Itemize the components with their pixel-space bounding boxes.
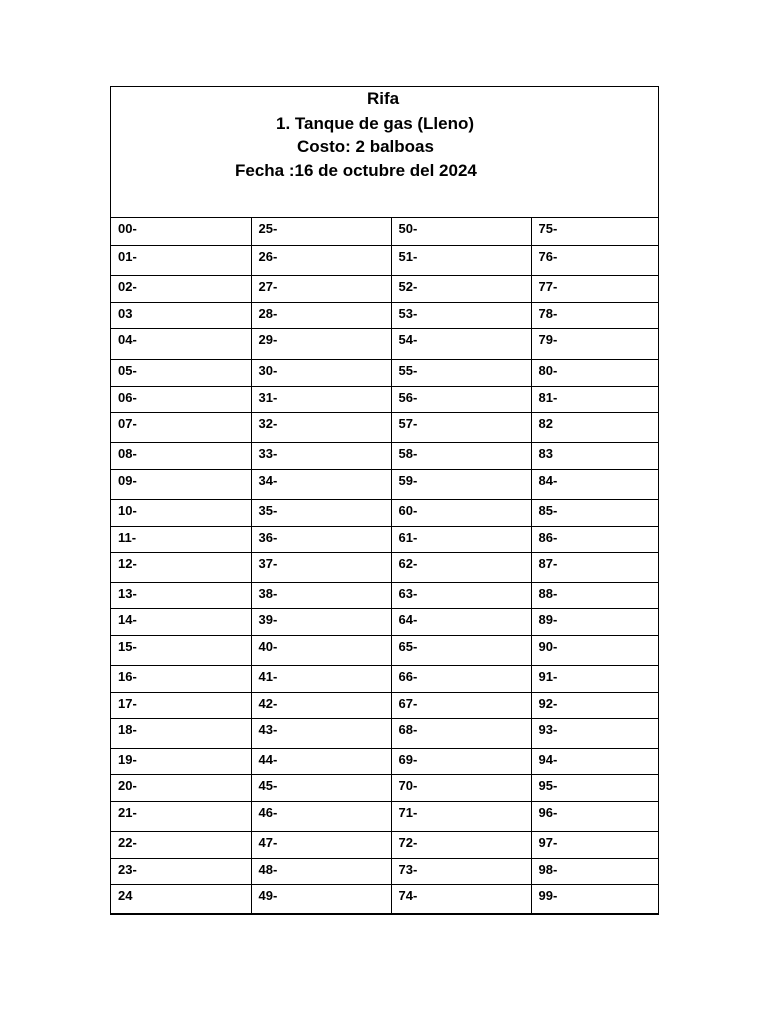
raffle-number-cell: 76- [531, 245, 658, 275]
raffle-number-cell: 00- [111, 218, 251, 245]
raffle-number-cell: 77- [531, 275, 658, 302]
table-row [111, 718, 658, 748]
raffle-number-cell: 72- [391, 831, 531, 858]
raffle-number-cell: 18- [111, 718, 251, 748]
raffle-number-cell: 36- [251, 526, 391, 552]
raffle-number-cell: 98- [531, 858, 658, 884]
table-row [111, 858, 658, 884]
table-row [111, 412, 658, 442]
raffle-number-cell: 09- [111, 469, 251, 499]
raffle-header [111, 87, 658, 218]
raffle-number-cell: 14- [111, 608, 251, 635]
raffle-number-cell: 99- [531, 884, 658, 913]
raffle-number-cell: 20- [111, 774, 251, 801]
raffle-number-cell: 30- [251, 359, 391, 386]
raffle-number-cell: 70- [391, 774, 531, 801]
raffle-number-cell: 45- [251, 774, 391, 801]
raffle-number-cell: 62- [391, 552, 531, 582]
raffle-number-cell: 50- [391, 218, 531, 245]
table-row [111, 552, 658, 582]
table-row [111, 801, 658, 831]
raffle-number-cell: 81- [531, 386, 658, 412]
raffle-number-cell: 25- [251, 218, 391, 245]
raffle-number-cell: 47- [251, 831, 391, 858]
raffle-number-cell: 90- [531, 635, 658, 665]
raffle-number-cell: 12- [111, 552, 251, 582]
table-row [111, 302, 658, 328]
raffle-number-cell: 53- [391, 302, 531, 328]
raffle-number-cell: 29- [251, 328, 391, 359]
table-row [111, 582, 658, 608]
raffle-number-cell: 03 [111, 302, 251, 328]
raffle-number-cell: 89- [531, 608, 658, 635]
raffle-number-cell: 57- [391, 412, 531, 442]
table-row [111, 526, 658, 552]
raffle-number-cell: 40- [251, 635, 391, 665]
raffle-number-cell: 79- [531, 328, 658, 359]
raffle-number-cell: 52- [391, 275, 531, 302]
raffle-number-cell: 22- [111, 831, 251, 858]
raffle-number-cell: 84- [531, 469, 658, 499]
raffle-number-cell: 21- [111, 801, 251, 831]
raffle-number-cell: 67- [391, 692, 531, 718]
raffle-number-cell: 48- [251, 858, 391, 884]
table-row [111, 831, 658, 858]
raffle-number-cell: 31- [251, 386, 391, 412]
table-row [111, 635, 658, 665]
raffle-number-cell: 78- [531, 302, 658, 328]
number-grid [111, 218, 658, 913]
raffle-number-cell: 94- [531, 748, 658, 774]
raffle-date: Fecha :16 de octubre del 2024 [235, 161, 477, 180]
raffle-number-cell: 56- [391, 386, 531, 412]
table-row [111, 442, 658, 469]
raffle-number-cell: 16- [111, 665, 251, 692]
table-row [111, 469, 658, 499]
raffle-number-cell: 39- [251, 608, 391, 635]
prize-description: 1. Tanque de gas (Lleno) [276, 114, 475, 133]
table-row [111, 608, 658, 635]
raffle-number-cell: 33- [251, 442, 391, 469]
raffle-number-cell: 64- [391, 608, 531, 635]
table-row [111, 748, 658, 774]
raffle-number-cell: 17- [111, 692, 251, 718]
raffle-number-cell: 01- [111, 245, 251, 275]
raffle-number-cell: 07- [111, 412, 251, 442]
raffle-number-cell: 60- [391, 499, 531, 526]
table-row [111, 665, 658, 692]
raffle-number-cell: 95- [531, 774, 658, 801]
raffle-number-cell: 59- [391, 469, 531, 499]
raffle-number-cell: 44- [251, 748, 391, 774]
raffle-number-cell: 83 [531, 442, 658, 469]
raffle-number-cell: 54- [391, 328, 531, 359]
raffle-number-cell: 13- [111, 582, 251, 608]
raffle-title: Rifa [367, 89, 400, 108]
raffle-number-cell: 24 [111, 884, 251, 913]
raffle-number-cell: 61- [391, 526, 531, 552]
raffle-number-cell: 68- [391, 718, 531, 748]
raffle-number-cell: 93- [531, 718, 658, 748]
raffle-number-cell: 32- [251, 412, 391, 442]
raffle-number-cell: 10- [111, 499, 251, 526]
raffle-number-cell: 46- [251, 801, 391, 831]
table-row [111, 774, 658, 801]
raffle-number-cell: 85- [531, 499, 658, 526]
raffle-number-cell: 38- [251, 582, 391, 608]
raffle-number-cell: 43- [251, 718, 391, 748]
raffle-number-cell: 87- [531, 552, 658, 582]
raffle-number-cell: 08- [111, 442, 251, 469]
raffle-number-cell: 97- [531, 831, 658, 858]
raffle-number-cell: 92- [531, 692, 658, 718]
raffle-number-cell: 06- [111, 386, 251, 412]
raffle-number-cell: 69- [391, 748, 531, 774]
raffle-sheet [110, 86, 659, 915]
raffle-number-cell: 23- [111, 858, 251, 884]
raffle-number-cell: 55- [391, 359, 531, 386]
ticket-cost: Costo: 2 balboas [297, 137, 434, 156]
raffle-number-cell: 66- [391, 665, 531, 692]
table-row [111, 386, 658, 412]
raffle-number-cell: 96- [531, 801, 658, 831]
raffle-number-cell: 75- [531, 218, 658, 245]
raffle-number-cell: 27- [251, 275, 391, 302]
raffle-number-cell: 63- [391, 582, 531, 608]
raffle-number-cell: 19- [111, 748, 251, 774]
table-row [111, 275, 658, 302]
raffle-number-cell: 65- [391, 635, 531, 665]
raffle-number-cell: 26- [251, 245, 391, 275]
table-row [111, 359, 658, 386]
raffle-number-cell: 71- [391, 801, 531, 831]
raffle-number-cell: 05- [111, 359, 251, 386]
raffle-number-cell: 34- [251, 469, 391, 499]
raffle-number-cell: 58- [391, 442, 531, 469]
raffle-number-cell: 51- [391, 245, 531, 275]
raffle-number-cell: 02- [111, 275, 251, 302]
raffle-number-cell: 91- [531, 665, 658, 692]
raffle-number-cell: 37- [251, 552, 391, 582]
raffle-number-cell: 28- [251, 302, 391, 328]
raffle-number-cell: 73- [391, 858, 531, 884]
raffle-number-cell: 42- [251, 692, 391, 718]
raffle-number-cell: 74- [391, 884, 531, 913]
table-row [111, 245, 658, 275]
table-row [111, 218, 658, 245]
table-row [111, 499, 658, 526]
raffle-number-cell: 11- [111, 526, 251, 552]
table-row [111, 328, 658, 359]
table-row [111, 884, 658, 913]
table-row [111, 692, 658, 718]
raffle-number-cell: 35- [251, 499, 391, 526]
raffle-number-cell: 88- [531, 582, 658, 608]
raffle-number-cell: 04- [111, 328, 251, 359]
raffle-number-cell: 82 [531, 412, 658, 442]
raffle-number-cell: 15- [111, 635, 251, 665]
raffle-number-cell: 49- [251, 884, 391, 913]
raffle-number-cell: 80- [531, 359, 658, 386]
raffle-number-cell: 86- [531, 526, 658, 552]
raffle-number-cell: 41- [251, 665, 391, 692]
